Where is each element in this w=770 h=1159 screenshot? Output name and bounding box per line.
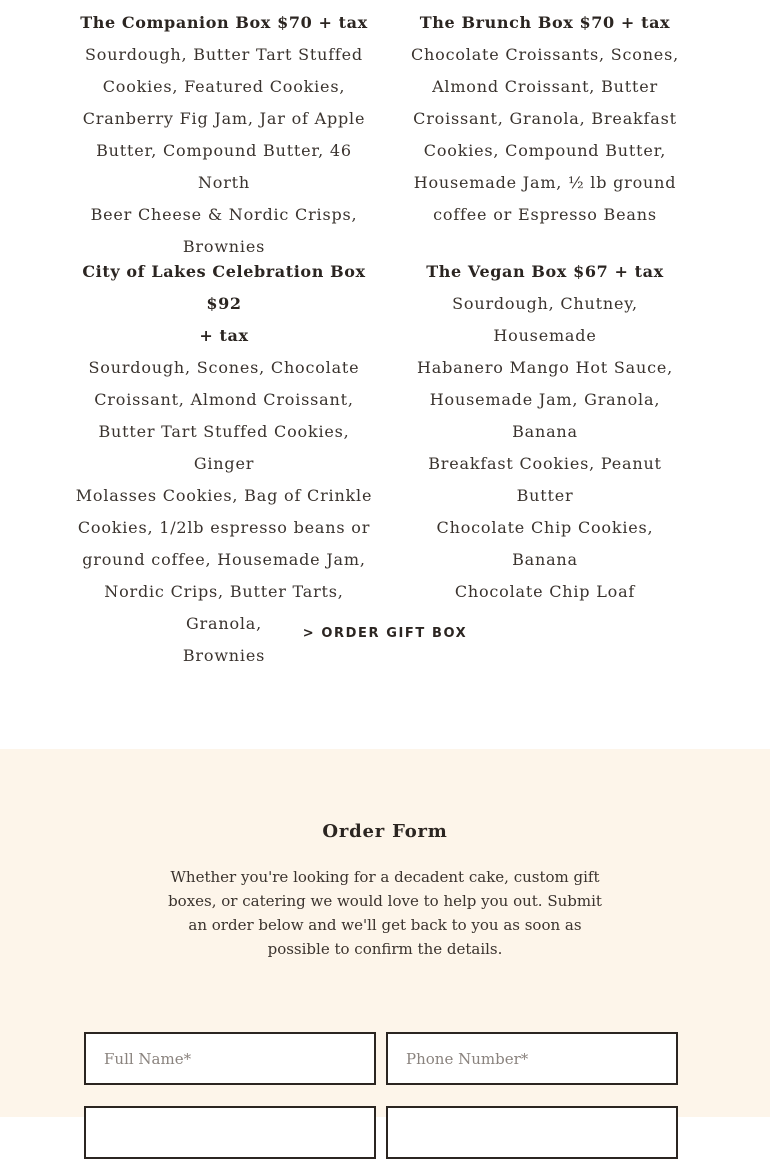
gift-box-line: Housemade Jam, ½ lb ground [413,173,677,192]
gift-box-line: Brownies [182,646,266,665]
gift-box-line: Sourdough, Butter Tart Stuffed [85,45,363,64]
gift-box-line: ground coffee, Housemade Jam, [82,550,366,569]
gift-box-line: Housemade Jam, Granola, Banana [429,390,661,441]
gift-box-title-continued: + tax [199,326,249,345]
gift-box-line: Chocolate Chip Loaf [454,582,636,601]
order-form-title: Order Form [322,821,448,842]
gift-box-line: Breakfast Cookies, Peanut Butter [428,454,662,505]
phone-number-input[interactable] [386,1032,678,1085]
gift-box-title: The Brunch Box $70 + tax [419,13,671,32]
gift-box-title: The Vegan Box $67 + tax [426,262,664,281]
full-name-input[interactable] [84,1032,376,1085]
gift-box-brunch [405,7,685,231]
gift-box-title: The Companion Box $70 + tax [80,13,368,32]
order-form-description: Whether you're looking for a decadent cake, custom gift boxes, or catering we would love to help you out. Submit an order below and we'll get back to you as soon as possible to confirm the details. [168,868,602,958]
gift-box-vegan [405,256,685,608]
gift-box-line: Molasses Cookies, Bag of Crinkle [75,486,373,505]
gift-box-line: Croissant, Almond Croissant, [94,390,354,409]
gift-box-line: Brownies [182,237,266,256]
gift-box-line: Cookies, Featured Cookies, [102,77,346,96]
gift-box-companion [74,7,374,263]
gift-box-line: Beer Cheese & Nordic Crisps, [90,205,358,224]
gift-box-line: Butter, Compound Butter, 46 North [96,141,352,192]
form-field-partial-left[interactable] [84,1106,376,1159]
gift-box-line: Chocolate Croissants, Scones, [411,45,679,64]
gift-box-line: Nordic Crips, Butter Tarts, Granola, [104,582,344,633]
gift-box-line: Cookies, 1/2lb espresso beans or [77,518,371,537]
gift-box-line: coffee or Espresso Beans [433,205,657,224]
gift-box-city-of-lakes [74,256,374,672]
gift-box-line: Croissant, Granola, Breakfast [413,109,677,128]
gift-box-line: Cranberry Fig Jam, Jar of Apple [82,109,366,128]
gift-box-line: Almond Croissant, Butter [432,77,658,96]
gift-box-line: Cookies, Compound Butter, [423,141,667,160]
order-gift-box-link[interactable]: > ORDER GIFT BOX [302,626,468,641]
gift-box-line: Chocolate Chip Cookies, Banana [436,518,654,569]
gift-box-line: Butter Tart Stuffed Cookies, Ginger [98,422,350,473]
gift-box-title: City of Lakes Celebration Box $92 [82,262,366,313]
order-form-section [0,749,770,1117]
form-field-partial-right[interactable] [386,1106,678,1159]
gift-box-line: Sourdough, Chutney, Housemade [452,294,638,345]
gift-box-line: Habanero Mango Hot Sauce, [416,358,674,377]
gift-box-line: Sourdough, Scones, Chocolate [88,358,360,377]
